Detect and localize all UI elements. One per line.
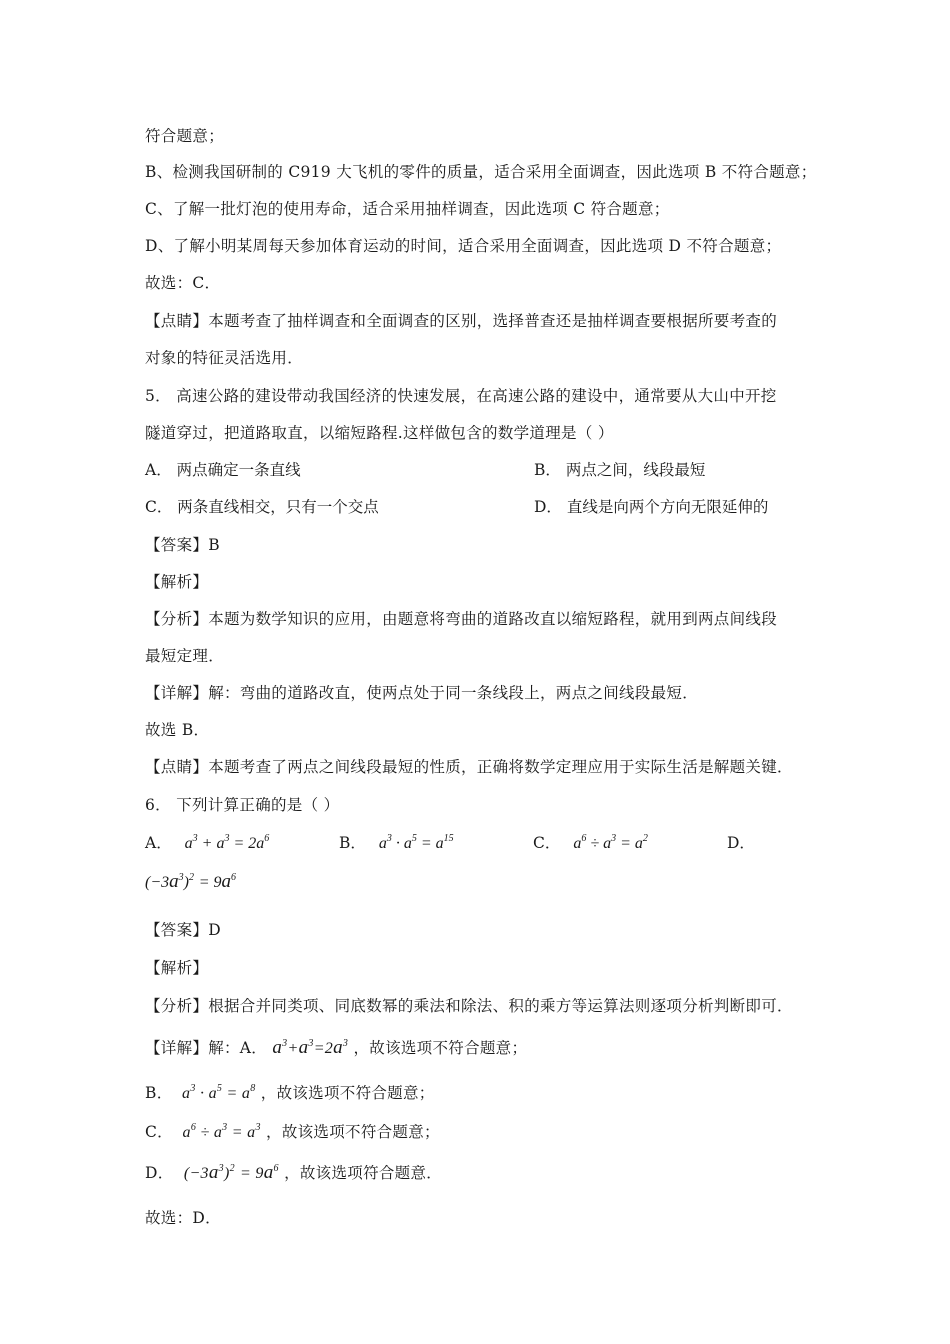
option-label: C．: [533, 834, 561, 852]
question-stem: 隧道穿过，把道路取直，以缩短路程.这样做包含的数学道理是（ ）: [145, 424, 614, 442]
solution-line-d: [145, 1163, 442, 1184]
answer-line: 【答案】B: [145, 536, 220, 554]
option-a: A． 两点确定一条直线: [145, 461, 301, 479]
solution-verdict: ，故该选项不符合题意；: [353, 1039, 528, 1057]
text-line: D、了解小明某周每天参加体育运动的时间，适合采用全面调查，因此选项 D 不符合题意；: [145, 237, 782, 255]
option-label: A．: [145, 834, 172, 852]
option-d-expression: [145, 872, 236, 893]
math-expression: $a^6 \div a^3 = a^2$: [565, 833, 648, 852]
solution-line-a: [145, 1038, 527, 1059]
math-expression: $(-3a^3)^2 = 9a^6$: [183, 1162, 279, 1183]
math-expression: $a^3 \cdot a^5 = a^8$: [177, 1083, 256, 1102]
option-b: B． 两点之间，线段最短: [534, 461, 706, 479]
solution-line-c: [145, 1122, 440, 1143]
option-c: [533, 833, 648, 854]
option-label: C．: [145, 1123, 173, 1141]
text-line: 【点睛】本题考查了抽样调查和全面调查的区别，选择普查还是抽样调查要根据所要考查的: [145, 312, 778, 330]
option-label: D．: [145, 1164, 174, 1182]
option-b: [339, 833, 454, 854]
analysis-heading: 【解析】: [145, 959, 209, 977]
solution-text: 【详解】解：弯曲的道路改直，使两点处于同一条线段上，两点之间线段最短．: [145, 684, 699, 702]
analysis-heading: 【解析】: [145, 573, 209, 591]
solution-verdict: ，故该选项符合题意．: [284, 1164, 443, 1182]
conclusion-text: 故选 B．: [145, 721, 210, 739]
answer-line: 【答案】D: [145, 921, 221, 939]
option-a: [145, 833, 269, 854]
question-stem: 6． 下列计算正确的是（ ）: [145, 796, 340, 814]
text-line: 符合题意；: [145, 127, 225, 145]
question-stem: 5． 高速公路的建设带动我国经济的快速发展，在高速公路的建设中，通常要从大山中开挖: [145, 387, 777, 405]
solution-line-b: [145, 1083, 435, 1104]
text-line: 故选：C．: [145, 274, 221, 292]
option-label: D．: [727, 834, 755, 852]
conclusion-text: 故选：D．: [145, 1209, 221, 1227]
math-expression: $a^3+a^3=2a^3$: [272, 1037, 349, 1058]
analysis-text: 【分析】本题为数学知识的应用，由题意将弯曲的道路改直以缩短路程，就用到两点间线段: [145, 610, 778, 628]
option-label: B．: [339, 834, 366, 852]
math-expression: $a^3 + a^3 = 2a^6$: [176, 833, 270, 852]
analysis-text: 最短定理．: [145, 647, 225, 665]
comment-text: 【点睛】本题考查了两点之间线段最短的性质，正确将数学定理应用于实际生活是解题关键．: [145, 758, 793, 776]
math-expression: $a^6 \div a^3 = a^3$: [178, 1122, 261, 1141]
text-line: 对象的特征灵活选用．: [145, 349, 304, 367]
option-d: D． 直线是向两个方向无限延伸的: [534, 498, 769, 516]
solution-prefix: 【详解】解：A．: [145, 1039, 268, 1057]
solution-verdict: ，故该选项不符合题意；: [266, 1123, 440, 1141]
text-line: B、检测我国研制的 C919 大飞机的零件的质量，适合采用全面调查，因此选项 B 不符合题意；: [145, 163, 817, 181]
math-expression: $a^3 \cdot a^5 = a^{15}$: [370, 833, 454, 852]
option-d: [727, 833, 755, 853]
text-line: C、了解一批灯泡的使用寿命，适合采用抽样调查，因此选项 C 符合题意；: [145, 200, 670, 218]
math-expression: $(-3a^3)^2 = 9a^6$: [145, 871, 236, 892]
solution-verdict: ，故该选项不符合题意；: [260, 1084, 435, 1102]
analysis-text: 【分析】根据合并同类项、同底数幂的乘法和除法、积的乘方等运算法则逐项分析判断即可．: [145, 997, 793, 1015]
option-label: B．: [145, 1084, 173, 1102]
option-c: C． 两条直线相交，只有一个交点: [145, 498, 379, 516]
